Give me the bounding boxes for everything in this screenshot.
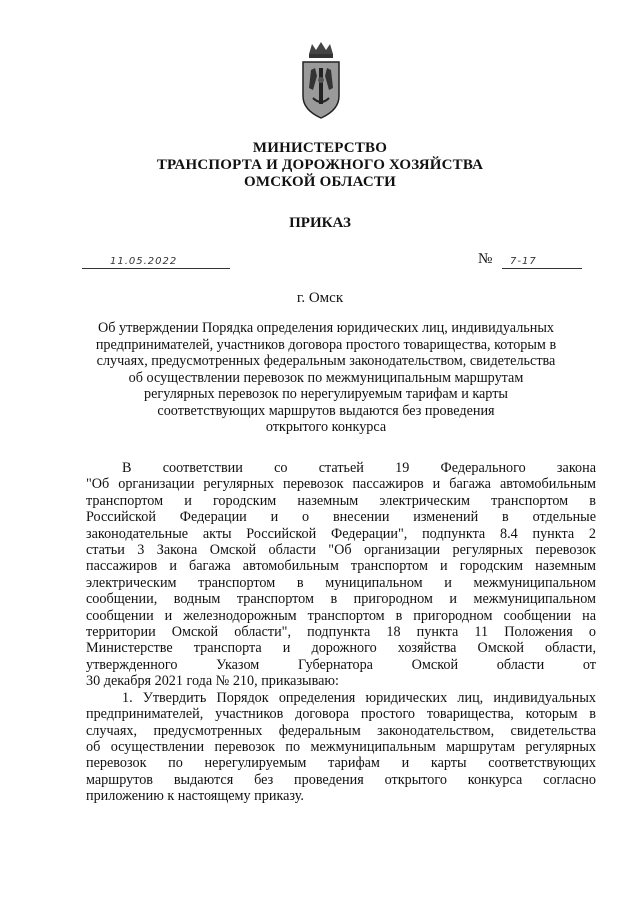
body-line: территории Омской области", подпункта 18 пункта 11 Положения о	[86, 624, 596, 641]
number-handwritten: 7-17	[510, 256, 537, 267]
ministry-line-1: МИНИСТЕРСТВО	[252, 140, 388, 156]
title-line: предпринимателей, участников договора простого товарищества, которым в	[95, 336, 557, 353]
title-line: открытого конкурса	[265, 419, 387, 435]
number-label: №	[478, 251, 493, 267]
title-line: соответствующих маршрутов выдаются без проведения	[157, 402, 495, 419]
body-line: законодательные акты Российской Федерации", подпункта 8.4 пункта 2	[86, 525, 596, 542]
body-line: В соответствии со статьей 19 Федерального закона	[122, 460, 596, 476]
date-handwritten: 11.05.2022	[110, 256, 178, 267]
body-line: сообщении, водным транспортом в пригородном и межмуниципальном	[86, 591, 596, 608]
body-line: Российской Федерации и о внесении изменений в отдельные	[86, 509, 596, 526]
document-type: ПРИКАЗ	[289, 215, 351, 231]
body-line: пассажиров и багажа автомобильным транспортом и городским наземным	[86, 558, 596, 575]
body-line: приложению к настоящему приказу.	[86, 788, 304, 805]
body-line: электрическим транспортом в муниципальном и межмуниципальном	[86, 574, 596, 591]
city: г. Омск	[296, 290, 344, 306]
body-line: "Об организации регулярных перевозок пассажиров и багажа автомобильным	[86, 476, 596, 493]
body-line: утвержденного Указом Губернатора Омской области от	[86, 656, 596, 673]
date-field	[82, 250, 230, 269]
body-line: об осуществлении перевозок по межмуниципальным маршрутам регулярных	[86, 738, 596, 755]
body-line: Министерстве транспорта и дорожного хозяйства Омской области,	[86, 640, 596, 657]
ministry-line-2: ТРАНСПОРТА И ДОРОЖНОГО ХОЗЯЙСТВА	[156, 157, 484, 173]
ministry-line-3: ОМСКОЙ ОБЛАСТИ	[243, 174, 397, 190]
body-line: случаях, предусмотренных федеральным законодательством, свидетельства	[86, 722, 596, 739]
title-line: об осуществлении перевозок по межмуниципальным маршрутам	[128, 369, 524, 386]
title-line: Об утверждении Порядка определения юридических лиц, индивидуальных	[98, 320, 554, 336]
body-line: сообщении и железнодорожным транспортом в пригородном сообщении на	[86, 607, 596, 624]
body-line: маршрутов выдаются без проведения открытого конкурса согласно	[86, 771, 596, 788]
body-line: предпринимателей, участников договора простого товарищества, которым в	[86, 706, 596, 723]
title-line: регулярных перевозок по нерегулируемым тарифам и карты	[144, 386, 508, 402]
coat-of-arms-icon	[299, 40, 343, 120]
document-body	[86, 460, 596, 805]
document-title	[82, 320, 570, 436]
body-line: перевозок по нерегулируемым тарифам и карты соответствующих	[86, 755, 596, 772]
body-line: 30 декабря 2021 года № 210, приказываю:	[86, 673, 339, 690]
body-line: статьи 3 Закона Омской области "Об организации регулярных перевозок	[86, 542, 596, 559]
number-field	[502, 250, 582, 269]
title-line: случаях, предусмотренных федеральным законодательством, свидетельства	[96, 353, 556, 369]
body-line: 1. Утвердить Порядок определения юридических лиц, индивидуальных	[122, 689, 596, 706]
body-line: транспортом и городским наземным электрическим транспортом в	[86, 492, 596, 509]
